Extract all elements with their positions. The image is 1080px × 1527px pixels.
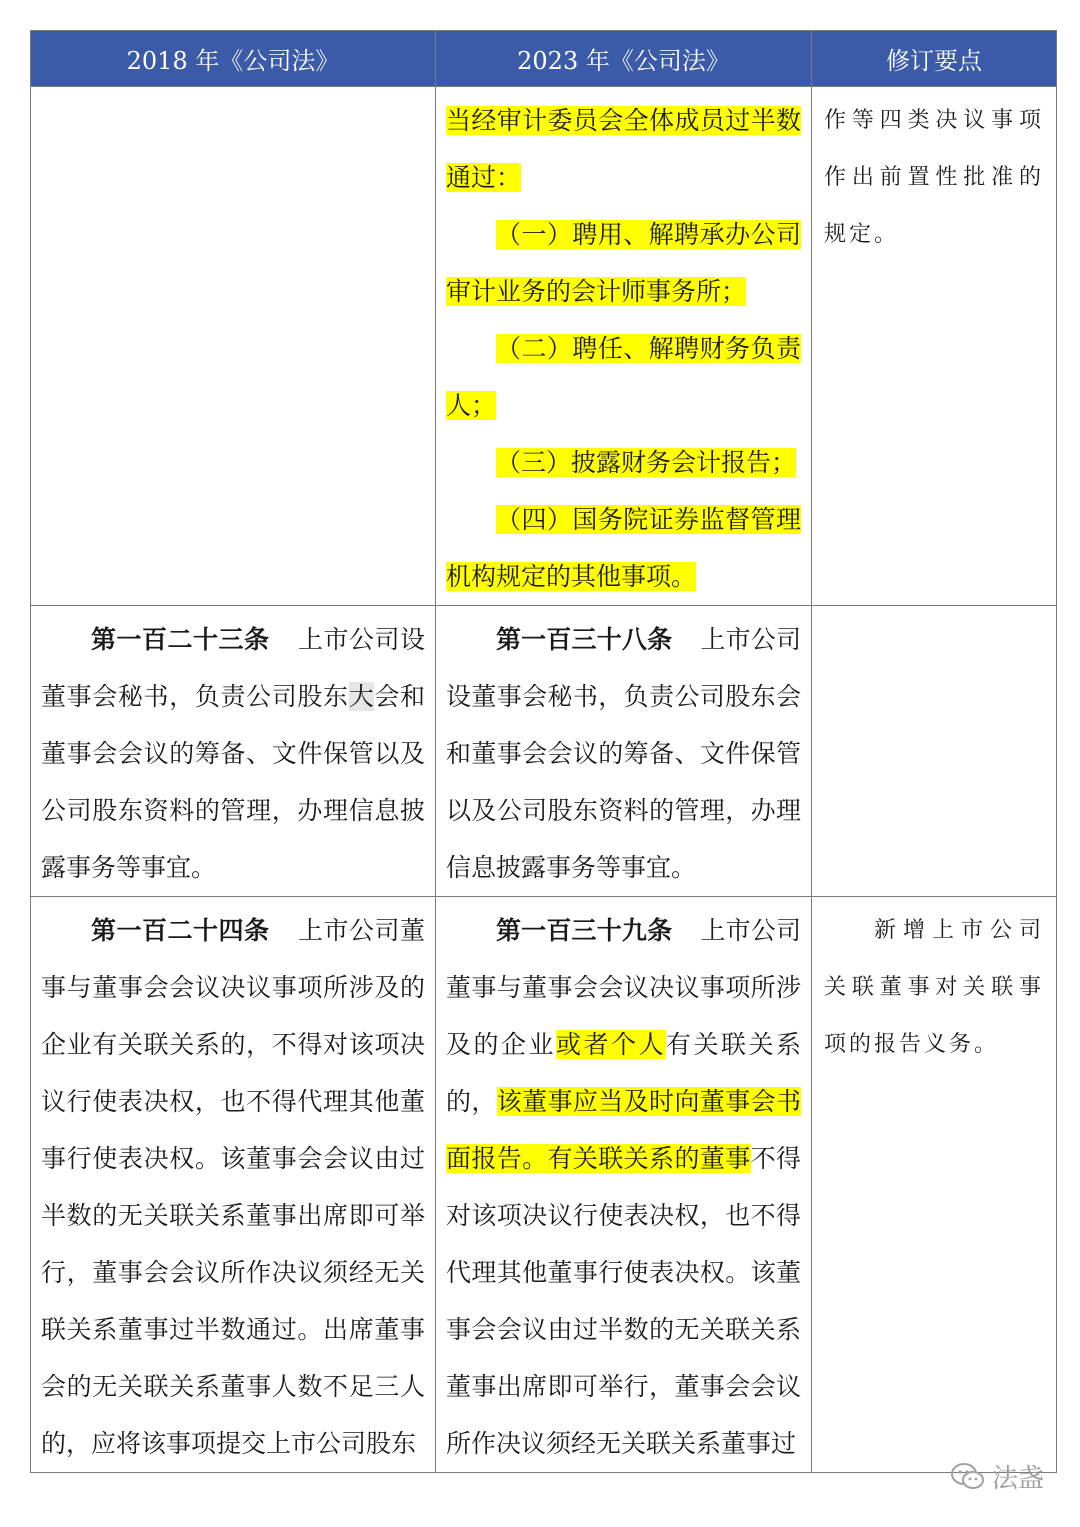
revision-note: 作等四类决议事项作出前置性批准的规定。 [824, 108, 1044, 247]
watermark-text: 法盏 [991, 1464, 1044, 1494]
cell-2018 [31, 87, 436, 606]
header-row [31, 31, 1057, 87]
article-number: 第一百三十九条 [496, 916, 673, 945]
watermark [950, 1458, 1044, 1495]
header-2023: 2023 年《公司法》 [436, 31, 812, 87]
wechat-icon [950, 1462, 986, 1492]
cell-2023 [436, 897, 812, 1473]
highlighted-text: （三）披露财务会计报告； [496, 448, 797, 477]
cell-2023 [436, 87, 812, 606]
article-text: 上市公司董事与董事会会议决议事项所涉及的企业 [446, 916, 801, 1059]
article-text: 不得对该项决议行使表决权，也不得代理其他董事行使表决权。该董事会会议由过半数的无关联关系董事出席即可举行，董事会会议所作决议须经无关联关系董事过 [446, 1144, 801, 1458]
highlighted-text: 当经审计委员会全体成员过半数通过： [446, 106, 801, 192]
cell-revision [812, 897, 1057, 1473]
comparison-table [30, 30, 1057, 1473]
table-row [31, 606, 1057, 897]
article-text: 会和董事会会议的筹备、文件保管以及公司股东资料的管理，办理信息披露事务等事宜。 [41, 682, 425, 882]
article-number: 第一百三十八条 [496, 625, 673, 654]
highlighted-text: （四）国务院证券监督管理机构规定的其他事项。 [446, 505, 801, 591]
header-revision-points: 修订要点 [812, 31, 1057, 87]
shaded-char: 大 [348, 682, 375, 711]
cell-2018 [31, 897, 436, 1473]
cell-revision [812, 87, 1057, 606]
article-text: 上市公司设董事会秘书，负责公司股东会和董事会会议的筹备、文件保管以及公司股东资料的管理，办理信息披露事务等事宜。 [446, 625, 801, 882]
article-number: 第一百二十四条 [91, 916, 270, 945]
cell-2018 [31, 606, 436, 897]
highlighted-text: （二）聘任、解聘财务负责人； [446, 334, 801, 420]
article-text: 上市公司设董事会秘书，负责公司股东 [41, 625, 425, 711]
article-number: 第一百二十三条 [91, 625, 270, 654]
highlighted-text: （一）聘用、解聘承办公司审计业务的会计师事务所； [446, 220, 801, 306]
revision-note: 新增上市公司关联董事对关联事项的报告义务。 [824, 918, 1044, 1057]
table-row [31, 897, 1057, 1473]
header-2018: 2018 年《公司法》 [31, 31, 436, 87]
article-text: 有关联关系的， [446, 1030, 801, 1116]
cell-revision [812, 606, 1057, 897]
cell-2023 [436, 606, 812, 897]
table-row [31, 87, 1057, 606]
highlighted-text: 或者个人 [556, 1030, 666, 1059]
article-text: 上市公司董事与董事会会议决议事项所涉及的企业有关联关系的，不得对该项决议行使表决权，也不得代理其他董事行使表决权。该董事会会议由过半数的无关联关系董事出席即可举行，董事会会议所作决议须经无关联关系董事过半数通过。出席董事会的无关联关系董事人数不足三人的，应将该事项提交上市公司股东 [41, 916, 425, 1458]
highlighted-text: 该董事应当及时向董事会书面报告。有关联关系的董事 [446, 1087, 801, 1173]
